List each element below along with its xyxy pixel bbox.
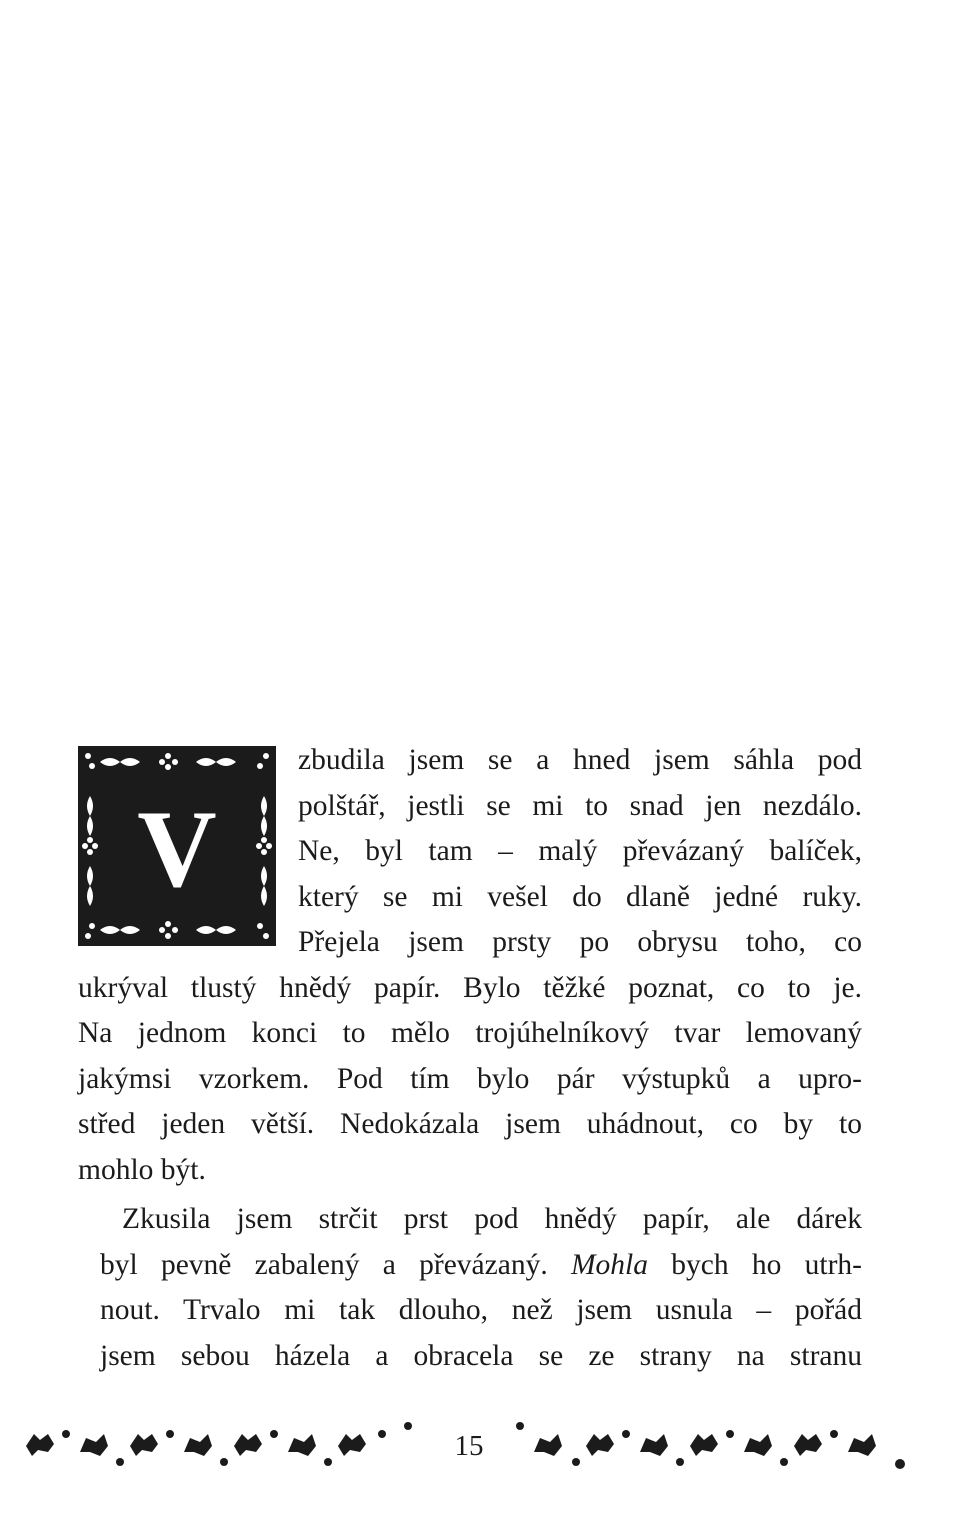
text-line: mohlo být. bbox=[78, 1153, 206, 1186]
text-line: polštář, jestli se mi to snad jen nezdálo. bbox=[298, 789, 862, 822]
text-line: zbudila jsem se a hned jsem sáhla pod bbox=[298, 744, 862, 776]
holly-border-right-icon bbox=[510, 1416, 920, 1476]
paragraph-2 bbox=[78, 1197, 862, 1379]
text-line: který se mi vešel do dlaně jedné ruky. bbox=[298, 880, 862, 913]
text-line: jsem sebou házela a obracela se ze strany na stranu bbox=[100, 1339, 862, 1372]
text-line bbox=[78, 1243, 862, 1289]
text-line: střed jeden větší. Nedokázala jsem uhádnout, co by to bbox=[78, 1108, 862, 1140]
page-footer bbox=[0, 1416, 980, 1486]
page-number: 15 bbox=[454, 1430, 484, 1462]
text-line: Ne, byl tam – malý převázaný balíček, bbox=[298, 835, 862, 867]
text-line: jakýmsi vzorkem. Pod tím bylo pár výstupků a upro- bbox=[78, 1062, 862, 1095]
holly-border-left-icon bbox=[22, 1416, 422, 1476]
text-line: Zkusila jsem strčit prst pod hnědý papír, ale dárek bbox=[122, 1203, 862, 1235]
drop-cap-ornament bbox=[78, 746, 276, 946]
text-line: ukrýval tlustý hnědý papír. Bylo těžké poznat, co to je. bbox=[78, 971, 862, 1004]
text-line: Na jednom konci to mělo trojúhelníkový tvar lemovaný bbox=[78, 1017, 862, 1049]
text-run: byl pevně zabalený a převázaný. bbox=[100, 1248, 571, 1281]
chapter-text bbox=[78, 738, 862, 1379]
holly-frame-icon bbox=[78, 746, 276, 946]
text-run: bych ho utrh- bbox=[648, 1248, 862, 1281]
emphasis-word: Mohla bbox=[570, 1248, 648, 1281]
text-line: nout. Trvalo mi tak dlouho, než jsem usnula – pořád bbox=[100, 1294, 862, 1326]
drop-cap-letter: V bbox=[137, 788, 217, 910]
text-line: Přejela jsem prsty po obrysu toho, co bbox=[298, 926, 862, 958]
